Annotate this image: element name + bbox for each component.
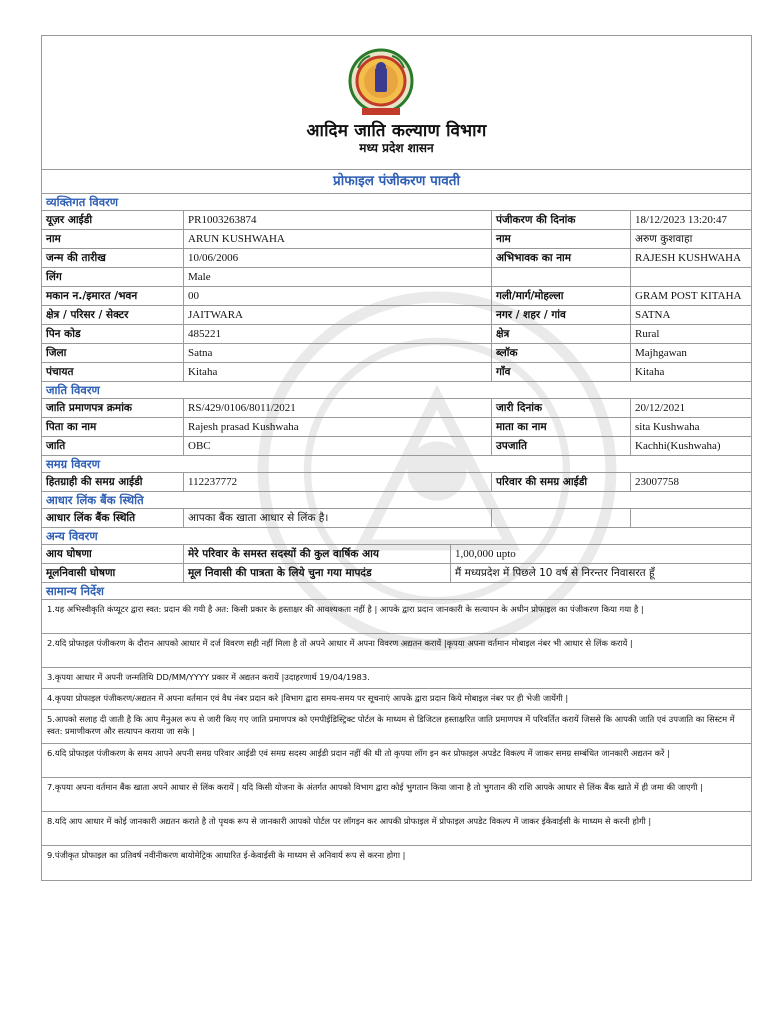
- name-hindi-label: नाम: [492, 230, 631, 249]
- income-desc: मेरे परिवार के समस्त सदस्यों की कुल वार्षिक आय: [184, 545, 451, 564]
- table-row: [42, 306, 751, 325]
- caste-label: जाति: [42, 437, 184, 456]
- pin-label: पिन कोड: [42, 325, 184, 344]
- note-item: 7.कृपया अपना वर्तमान बैंक खाता अपने आधार से लिंक करायें | यदि किसी योजना के अंतर्गत आपको विभाग द्वारा कोई भुगतान किया जाना है तो भुगतान की राशि आपके आधार से लिंक बैंक खाते में ही जमा की जाएगी |: [42, 778, 751, 812]
- table-row: [42, 437, 751, 456]
- subcaste-value: Kachhi(Kushwaha): [635, 440, 721, 452]
- note-item: 1.यह अभिस्वीकृति कंप्यूटर द्वारा स्वत: प्रदान की गयी है अत: किसी प्रकार के हस्ताक्षर की आवश्यकता नहीं है | आपके द्वारा प्रदान जानकारी के सत्यापन के अधीन प्रोफाइल का पंजीकरण किया गया है |: [42, 600, 751, 634]
- dob-value: 10/06/2006: [184, 249, 492, 268]
- caste-value: OBC: [184, 437, 492, 456]
- member-samagra-label: हितग्राही की समग्र आईडी: [42, 473, 184, 492]
- street-label: गली/मार्ग/मोहल्ला: [492, 287, 631, 306]
- issue-date-label: जारी दिनांक: [492, 399, 631, 418]
- city-label: नगर / शहर / गांव: [492, 306, 631, 325]
- family-samagra-value: 23007758: [635, 476, 679, 488]
- table-row: [42, 473, 751, 492]
- income-value: 1,00,000 upto: [455, 548, 516, 560]
- aadhaar-status-value: आपका बैंक खाता आधार से लिंक है।: [184, 509, 492, 528]
- table-row: [42, 211, 751, 230]
- department-title: आदिम जाति कल्याण विभाग: [306, 121, 487, 141]
- table-row: [42, 418, 751, 437]
- village-label: गाँव: [492, 363, 631, 382]
- table-row: [42, 325, 751, 344]
- guardian-label: अभिभावक का नाम: [492, 249, 631, 268]
- name-label: नाम: [42, 230, 184, 249]
- acknowledgement-page: [41, 35, 752, 881]
- user-id-value: PR1003263874: [184, 211, 492, 230]
- guardian-value: RAJESH KUSHWAHA: [635, 252, 742, 264]
- section-samagra: समग्र विवरण: [42, 456, 751, 473]
- empty-cell: [492, 509, 631, 528]
- block-value: Majhgawan: [635, 347, 687, 359]
- gender-value: Male: [184, 268, 492, 287]
- table-row: [42, 230, 751, 249]
- village-value: Kitaha: [635, 366, 665, 378]
- domicile-desc: मूल निवासी की पात्रता के लिये चुना गया मापदंड: [184, 564, 451, 583]
- table-row: [42, 268, 751, 287]
- domicile-value: मैं मध्यप्रदेश में पिछले 10 वर्ष से निरन्तर निवासरत हूँ: [455, 567, 655, 579]
- note-item: 2.यदि प्रोफाइल पंजीकरण के दौरान आपको आधार में दर्ज विवरण सही नहीं मिला है तो अपने आधार में अपना विवरण अद्यतन करायें |कृपया अपना वर्तमान मोबाइल नंबर भी आधार से लिंक करायें |: [42, 634, 751, 668]
- caste-cert-label: जाति प्रमाणपत्र क्रमांक: [42, 399, 184, 418]
- note-item: 4.कृपया प्रोफाइल पंजीकरण/अद्यतन में अपना वर्तमान एवं वैध नंबर प्रदान करे |विभाग द्वारा समय-समय पर सूचनाएं आपके द्वारा प्रदान किये मोबाइल नंबर पर ही भेजी जायेंगी |: [42, 689, 751, 710]
- table-row: [42, 344, 751, 363]
- panchayat-value: Kitaha: [184, 363, 492, 382]
- header: [42, 36, 751, 170]
- pin-value: 485221: [184, 325, 492, 344]
- panchayat-label: पंचायत: [42, 363, 184, 382]
- table-row: [42, 564, 751, 583]
- area-value: JAITWARA: [184, 306, 492, 325]
- reg-date-value: 18/12/2023 13:20:47: [635, 214, 727, 226]
- note-item: 5.आपको सलाह दी जाती है कि आप मैनुअल रूप से जारी किए गए जाति प्रमाणपत्र को एमपीईडिस्ट्रिक्ट पोर्टल के माध्यम से डिजिटल हस्ताक्षरित जाति प्रमाणपत्र में परिवर्तित करायें जिससे कि आपकी जाति एवं उपजाति का सिस्टम में स्वत: प्रमाणीकरण और सत्यापन कराया जा सके |: [42, 710, 751, 744]
- street-value: GRAM POST KITAHA: [635, 290, 742, 302]
- mp-government-emblem-icon: [348, 48, 414, 120]
- region-label: क्षेत्र: [492, 325, 631, 344]
- name-hindi-value: अरुण कुशवाहा: [635, 233, 693, 245]
- aadhaar-status-label: आधार लिंक बैंक स्थिति: [42, 509, 184, 528]
- area-label: क्षेत्र / परिसर / सेक्टर: [42, 306, 184, 325]
- table-row: [42, 287, 751, 306]
- mother-value: sita Kushwaha: [635, 421, 700, 433]
- note-item: 6.यदि प्रोफाइल पंजीकरण के समय आपने अपनी समग्र परिवार आईडी एवं समग्र सदस्य आईडी प्रदान नहीं की थी तो कृपया लॉग इन कर प्रोफाइल अपडेट विकल्प में जाकर समग्र सम्बंधित जानकारी अद्यतन करें |: [42, 744, 751, 778]
- table-row: [42, 545, 751, 564]
- note-item: 8.यदि आप आधार में कोई जानकारी अद्यतन कराते है तो पृथक रूप से जानकारी आपको पोर्टल पर लॉगइन कर आपकी प्रोफाइल में प्रोफाइल अपडेट विकल्प में जाकर ईकेवाईसी के माध्यम से करनी होगी |: [42, 812, 751, 846]
- note-item: 9.पंजीकृत प्रोफाइल का प्रतिवर्ष नवीनीकरण बायोमेट्रिक आधारित ई-केवाईसी के माध्यम से अनिवार्य रूप से करना होगा |: [47, 850, 406, 860]
- domicile-label: मूलनिवासी घोषणा: [42, 564, 184, 583]
- gender-label: लिंग: [42, 268, 184, 287]
- city-value: SATNA: [635, 309, 671, 321]
- father-value: Rajesh prasad Kushwaha: [184, 418, 492, 437]
- district-value: Satna: [184, 344, 492, 363]
- section-other: अन्य विवरण: [42, 528, 751, 545]
- income-label: आय घोषणा: [42, 545, 184, 564]
- user-id-label: यूज़र आईडी: [42, 211, 184, 230]
- section-caste: जाति विवरण: [42, 382, 751, 399]
- mother-label: माता का नाम: [492, 418, 631, 437]
- empty-cell: [631, 268, 753, 287]
- section-general: सामान्य निर्देश: [42, 583, 751, 600]
- name-value: ARUN KUSHWAHA: [184, 230, 492, 249]
- table-row: [42, 399, 751, 418]
- district-label: जिला: [42, 344, 184, 363]
- family-samagra-label: परिवार की समग्र आईडी: [492, 473, 631, 492]
- member-samagra-value: 112237772: [184, 473, 492, 492]
- issue-date-value: 20/12/2021: [635, 402, 686, 414]
- subcaste-label: उपजाति: [492, 437, 631, 456]
- block-label: ब्लॉक: [492, 344, 631, 363]
- house-value: 00: [184, 287, 492, 306]
- caste-cert-value: RS/429/0106/8011/2021: [184, 399, 492, 418]
- section-personal: व्यक्तिगत विवरण: [42, 194, 751, 211]
- table-row: [42, 509, 751, 528]
- empty-cell: [631, 509, 753, 528]
- government-title: मध्य प्रदेश शासन: [359, 141, 434, 155]
- section-aadhaar: आधार लिंक बैंक स्थिति: [42, 492, 751, 509]
- dob-label: जन्म की तारीख: [42, 249, 184, 268]
- table-row: [42, 249, 751, 268]
- house-label: मकान न./इमारत /भवन: [42, 287, 184, 306]
- table-row: [42, 363, 751, 382]
- empty-cell: [492, 268, 631, 287]
- father-label: पिता का नाम: [42, 418, 184, 437]
- region-value: Rural: [635, 328, 660, 340]
- receipt-title: प्रोफाइल पंजीकरण पावती: [42, 170, 751, 194]
- note-item: 3.कृपया आधार में अपनी जन्मतिथि DD/MM/YYYY प्रकार में अद्यतन करायें |उदाहरणार्थ 19/04/1983.: [42, 668, 751, 689]
- reg-date-label: पंजीकरण की दिनांक: [492, 211, 631, 230]
